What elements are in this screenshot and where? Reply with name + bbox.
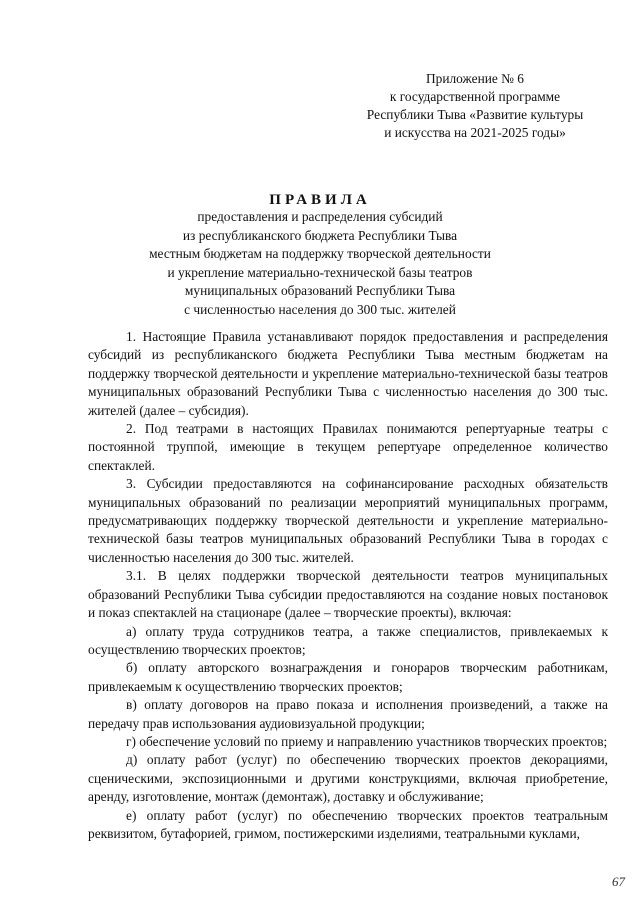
paragraph-3-1: 3.1. В целях поддержки творческой деятельности театров муниципальных образований Республики Тыва субсидии предоставляются на создание новых постановок и показ спектаклей на стационаре (далее – творческие проекты), включая: [88, 568, 608, 621]
annex-header [345, 70, 605, 142]
annex-line: к государственной программе [389, 89, 561, 104]
document-subtitle [120, 208, 520, 320]
subtitle-line: муниципальных образований Республики Тыва [184, 283, 456, 299]
document-body [88, 328, 608, 843]
subtitle-line: предоставления и распределения субсидий [197, 209, 443, 224]
paragraph-2: 2. Под театрами в настоящих Правилах понимаются репертуарные театры с постоянной труппой, имеющие в текущем репертуаре определенное количество спектаклей. [88, 421, 608, 473]
annex-line: Республики Тыва «Развитие культуры [366, 107, 584, 122]
list-item-g: г) обеспечение условий по приему и направлению участников творческих проектов; [126, 733, 608, 749]
annex-number: Приложение № 6 [425, 71, 525, 86]
subtitle-line: из республиканского бюджета Республики Тыва [182, 227, 458, 243]
list-item-v: в) оплату договоров на право показа и исполнения произведений, а также на передачу прав использования аудиовизуальной продукции; [88, 697, 608, 731]
handwritten-page-number: 67 [612, 874, 625, 889]
list-item-d: д) оплату работ (услуг) по обеспечению творческих проектов декорациями, сценическими, экспозиционными и другими конструкциями, включая приобретение, аренду, изготовление, монтаж (демонтаж), доставку и обслуживание; [88, 752, 608, 805]
paragraph-1: 1. Настоящие Правила устанавливают порядок предоставления и распределения субсидий из республиканского бюджета Республики Тыва местным бюджетам на поддержку творческой деятельности и укрепление материально-технической базы театров муниципальных образований Республики Тыва с численностью населения до 300 тыс. жителей (далее – субсидия). [88, 329, 608, 418]
subtitle-line: с численностью населения до 300 тыс. жителей [184, 301, 456, 317]
annex-line: и искусства на 2021-2025 годы» [384, 125, 566, 140]
paragraph-3: 3. Субсидии предоставляются на софинансирование расходных обязательств муниципальных образований по реализации мероприятий муниципальных программ, предусматривающих поддержку творческой деятельности и укрепление материально-технической базы театров муниципальных образований Республики Тыва в городах с численностью населения до 300 тыс. жителей. [88, 476, 608, 565]
list-item-b: б) оплату авторского вознаграждения и гонораров творческим работникам, привлекаемым к осуществлению творческих проектов; [88, 660, 608, 694]
list-item-e: е) оплату работ (услуг) по обеспечению творческих проектов театральным реквизитом, бутафорией, гримом, постижерскими изделиями, театральными куклами, [88, 807, 608, 841]
list-item-a: а) оплату труда сотрудников театра, а также специалистов, привлекаемых к осуществлению творческих проектов; [88, 623, 608, 657]
document-title: ПРАВИЛА [269, 192, 371, 208]
subtitle-line: и укрепление материально-технической базы театров [167, 264, 473, 280]
subtitle-line: местным бюджетам на поддержку творческой деятельности [149, 246, 491, 262]
